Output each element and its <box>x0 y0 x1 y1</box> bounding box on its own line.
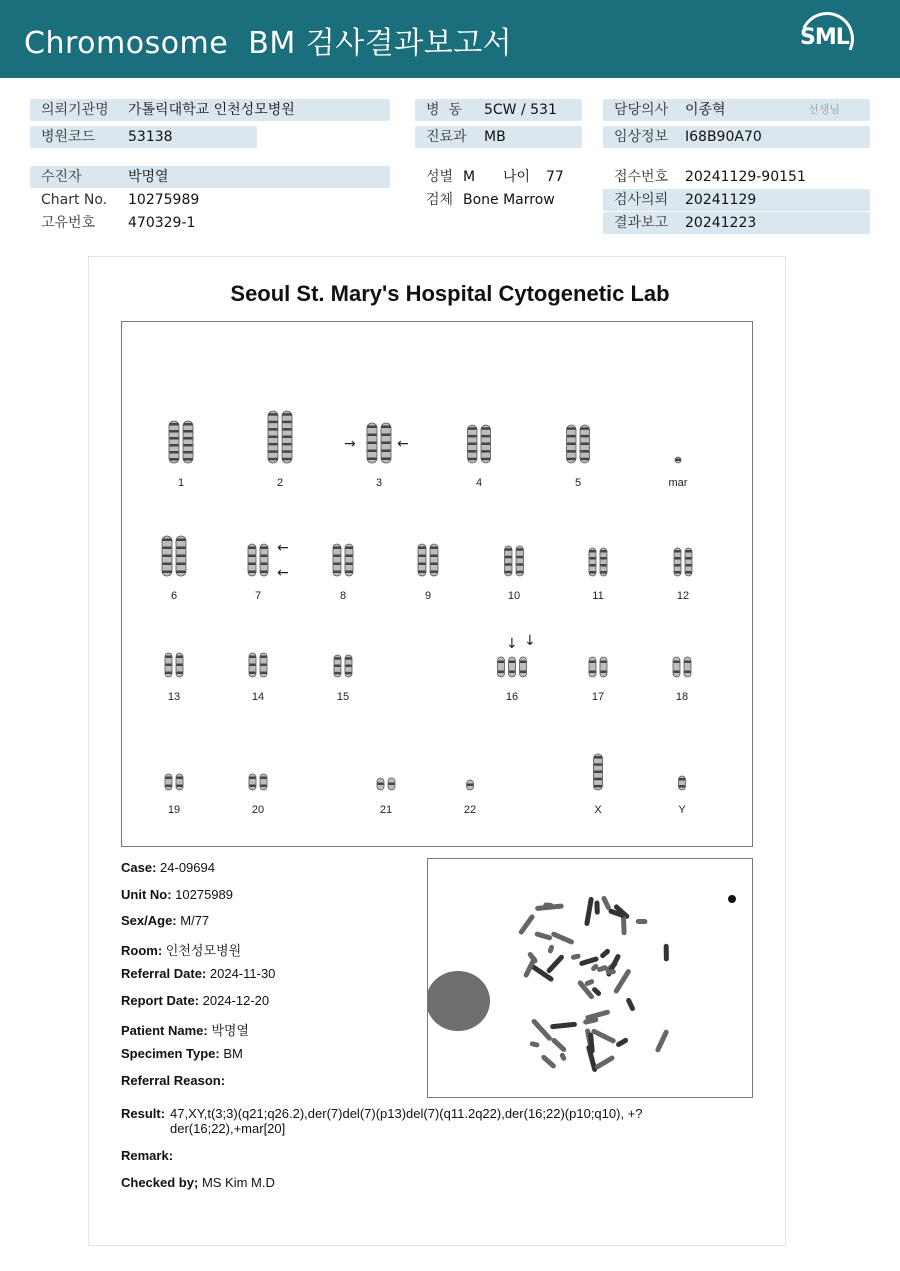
chromosome-19 <box>165 774 183 790</box>
field-hospital-code <box>30 126 257 148</box>
institution-value: 가톨릭대학교 인천성모병원 <box>128 102 295 118</box>
patient-label: 수진자 <box>41 169 82 185</box>
chromosome-label: 7 <box>254 590 262 602</box>
chromosome-21 <box>377 778 395 790</box>
chromosome-Y <box>679 776 686 790</box>
ward-label: 병 동 <box>426 102 462 118</box>
field-specimen <box>415 189 585 211</box>
patient-value: 박명열 <box>128 169 169 185</box>
case-info-row <box>121 966 275 981</box>
metaphase-chromosome <box>601 895 612 911</box>
case-info-value: 박명열 <box>211 1022 249 1038</box>
field-result-report <box>603 212 870 234</box>
arrow-down-icon: ↓ <box>524 633 536 649</box>
metaphase-chromosome <box>591 1028 617 1044</box>
case-info-key: Sex/Age: <box>121 913 181 929</box>
chromosome-label: 5 <box>574 477 582 489</box>
debris-dot <box>728 895 736 903</box>
case-info-row <box>121 993 269 1008</box>
metaphase-chromosome <box>547 944 554 954</box>
arrow-right-icon: → <box>344 436 356 452</box>
case-info-value: BM <box>223 1046 243 1062</box>
chromosome-15 <box>334 655 352 677</box>
case-info-key: Patient Name: <box>121 1022 212 1038</box>
metaphase-chromosome <box>606 969 616 974</box>
field-test-request <box>603 189 870 211</box>
lab-title: Seoul St. Mary's Hospital Cytogenetic Lab <box>230 281 670 306</box>
sex-value: M <box>463 169 476 185</box>
field-clinical-info <box>603 126 870 148</box>
case-info-key: Case: <box>121 860 161 875</box>
chromosome-label: 12 <box>676 590 690 602</box>
arrow-down-icon: ↓ <box>506 636 518 652</box>
case-info-row <box>121 913 209 928</box>
hospital-code-value: 53138 <box>128 129 173 145</box>
metaphase-chromosome <box>584 978 595 986</box>
case-info-key: Unit No: <box>121 886 176 902</box>
age-value: 77 <box>546 169 564 185</box>
metaphase-chromosome <box>664 944 669 962</box>
doctor-value: 이종혁 <box>685 102 726 118</box>
chromosome-label: 4 <box>475 477 483 489</box>
field-sex-age <box>415 166 585 188</box>
test-request-label: 검사의뢰 <box>614 192 669 208</box>
chromosome-5 <box>567 425 590 463</box>
specimen-value: Bone Marrow <box>463 192 555 208</box>
arrow-left-icon: ← <box>397 436 409 452</box>
field-unique-no <box>30 212 390 234</box>
remark-row <box>121 1148 173 1163</box>
sex-label: 성별 <box>426 169 454 185</box>
karyogram-image <box>122 322 752 846</box>
case-info-key: Room: <box>121 942 166 958</box>
case-info-key: Specimen Type: <box>121 1046 224 1062</box>
result-label: Result: <box>121 1106 166 1121</box>
chromosome-label: 16 <box>505 691 519 703</box>
field-patient <box>30 166 390 188</box>
chart-no-label: Chart No. <box>41 192 108 208</box>
checked-label: Checked by; <box>121 1175 199 1190</box>
metaphase-chromosome <box>594 1055 615 1071</box>
metaphase-chromosome <box>599 948 611 959</box>
chromosome-label: 19 <box>167 804 181 816</box>
result-report-label: 결과보고 <box>614 215 669 231</box>
chromosome-16 <box>498 657 527 677</box>
case-info-value: M/77 <box>180 913 210 929</box>
case-info-key: Referral Date: <box>121 966 210 982</box>
case-info-key: Report Date: <box>121 993 203 1008</box>
metaphase-chromosome <box>559 1052 567 1062</box>
result-value: 47,XY,t(3;3)(q21;q26.2),der(7)del(7)(p13)del(7)(q11.2q22),der(16;22)(p10;q10), +?der(16;22),+mar[20] <box>170 1106 643 1136</box>
field-receipt-no <box>603 166 870 188</box>
metaphase-chromosome <box>584 897 594 927</box>
metaphase-chromosome <box>570 953 581 960</box>
metaphase-spread <box>428 859 752 1097</box>
report-title: Chromosome BM 검사결과보고서 <box>24 26 513 61</box>
chromosome-label: 17 <box>591 691 605 703</box>
metaphase-chromosome <box>550 1022 577 1030</box>
department-label: 진료과 <box>426 129 467 145</box>
chromosome-3 <box>367 423 391 463</box>
metaphase-chromosome <box>594 900 600 914</box>
chromosome-label: X <box>594 804 602 816</box>
specimen-label: 검체 <box>426 192 454 208</box>
field-ward <box>415 99 582 121</box>
department-value: MB <box>484 129 506 145</box>
chromosome-22 <box>467 780 474 790</box>
chromosome-4 <box>468 425 491 463</box>
chromosome-2 <box>268 411 292 463</box>
chromosome-12 <box>674 548 692 576</box>
metaphase-chromosome <box>550 931 574 945</box>
karyogram <box>121 321 753 847</box>
chromosome-8 <box>333 544 353 576</box>
chromosome-20 <box>249 774 267 790</box>
chromosome-17 <box>589 657 607 677</box>
metaphase-chromosome <box>518 913 536 935</box>
metaphase-chromosome <box>546 954 565 974</box>
chromosome-label: mar <box>668 477 688 489</box>
metaphase-chromosome <box>621 915 627 936</box>
chromosome-label: 15 <box>336 691 350 703</box>
field-institution <box>30 99 390 121</box>
test-request-value: 20241129 <box>685 192 757 208</box>
chromosome-label: 13 <box>167 691 181 703</box>
field-chart-no <box>30 189 390 211</box>
chromosome-label: 3 <box>375 477 383 489</box>
chromosome-1 <box>169 421 193 463</box>
ward-value: 5CW / 531 <box>484 102 557 118</box>
case-info-key: Referral Reason: <box>121 1072 226 1088</box>
chromosome-label: 2 <box>276 477 284 489</box>
chromosome-6 <box>162 536 186 576</box>
unique-no-label: 고유번호 <box>41 215 96 231</box>
metaphase-chromosome <box>625 997 635 1012</box>
checked-row <box>121 1175 275 1190</box>
case-info-row <box>121 887 233 902</box>
result-report-value: 20241223 <box>685 215 757 231</box>
case-info-row <box>121 1020 249 1039</box>
sml-logo <box>790 12 860 66</box>
remark-label: Remark: <box>121 1148 174 1163</box>
metaphase-chromosome <box>550 1037 567 1053</box>
field-department <box>415 126 582 148</box>
chromosome-label: 11 <box>592 590 604 602</box>
case-info-row <box>121 1046 243 1061</box>
metaphase-chromosome <box>531 1018 553 1042</box>
chromosome-label: 6 <box>170 590 178 602</box>
doctor-suffix: 선생님 <box>808 103 840 116</box>
hospital-code-label: 병원코드 <box>41 129 96 145</box>
case-info-value: 24-09694 <box>160 860 215 875</box>
case-info-value: 2024-11-30 <box>209 966 276 982</box>
chromosome-label: 9 <box>424 590 432 602</box>
metaphase-chromosome <box>534 931 553 941</box>
header-banner <box>0 0 900 78</box>
chromosome-9 <box>418 544 438 576</box>
clinical-info-label: 임상정보 <box>614 129 669 145</box>
chromosome-label: 14 <box>251 691 265 703</box>
field-doctor <box>603 99 870 121</box>
chromosome-7 <box>248 544 268 576</box>
checked-value: MS Kim M.D <box>201 1175 275 1190</box>
metaphase-chromosome <box>636 919 648 924</box>
case-info-row <box>121 1073 225 1088</box>
age-label: 나이 <box>503 169 531 185</box>
chart-no-value: 10275989 <box>128 192 200 208</box>
chromosome-X <box>594 754 603 790</box>
chromosome-mar <box>675 457 681 463</box>
chromosome-label: 8 <box>339 590 347 602</box>
chromosome-11 <box>589 548 607 576</box>
receipt-no-label: 접수번호 <box>614 169 669 185</box>
chromosome-13 <box>165 653 183 677</box>
unique-no-value: 470329-1 <box>128 215 196 231</box>
chromosome-label: 22 <box>463 804 477 816</box>
case-info-value: 10275989 <box>175 886 233 902</box>
case-info-value: 인천성모병원 <box>165 942 242 958</box>
chromosome-label: 20 <box>251 804 265 816</box>
arrow-left-icon: ← <box>277 540 289 556</box>
metaphase-chromosome <box>540 1054 557 1070</box>
case-info-row <box>121 940 241 959</box>
chromosome-14 <box>249 653 267 677</box>
metaphase-chromosome <box>655 1029 670 1053</box>
logo-text: SML <box>800 25 849 50</box>
chromosome-10 <box>505 546 524 576</box>
metaphase-image <box>427 858 753 1098</box>
chromosome-label: 18 <box>675 691 689 703</box>
clinical-info-value: I68B90A70 <box>685 129 762 145</box>
nucleus-blob <box>428 971 490 1031</box>
chromosome-18 <box>673 657 691 677</box>
metaphase-chromosome <box>615 1037 629 1048</box>
doctor-label: 담당의사 <box>614 102 669 118</box>
case-info-row <box>121 860 215 875</box>
arrow-left-icon: ← <box>277 565 289 581</box>
receipt-no-value: 20241129-90151 <box>685 169 806 185</box>
metaphase-chromosome <box>529 1041 540 1048</box>
metaphase-chromosome <box>543 902 553 908</box>
case-info-value: 2024-12-20 <box>202 993 270 1008</box>
chromosome-label: Y <box>678 804 686 816</box>
chromosome-label: 1 <box>177 477 185 489</box>
chromosome-label: 10 <box>507 590 521 602</box>
institution-label: 의뢰기관명 <box>41 102 109 118</box>
chromosome-label: 21 <box>379 804 393 816</box>
